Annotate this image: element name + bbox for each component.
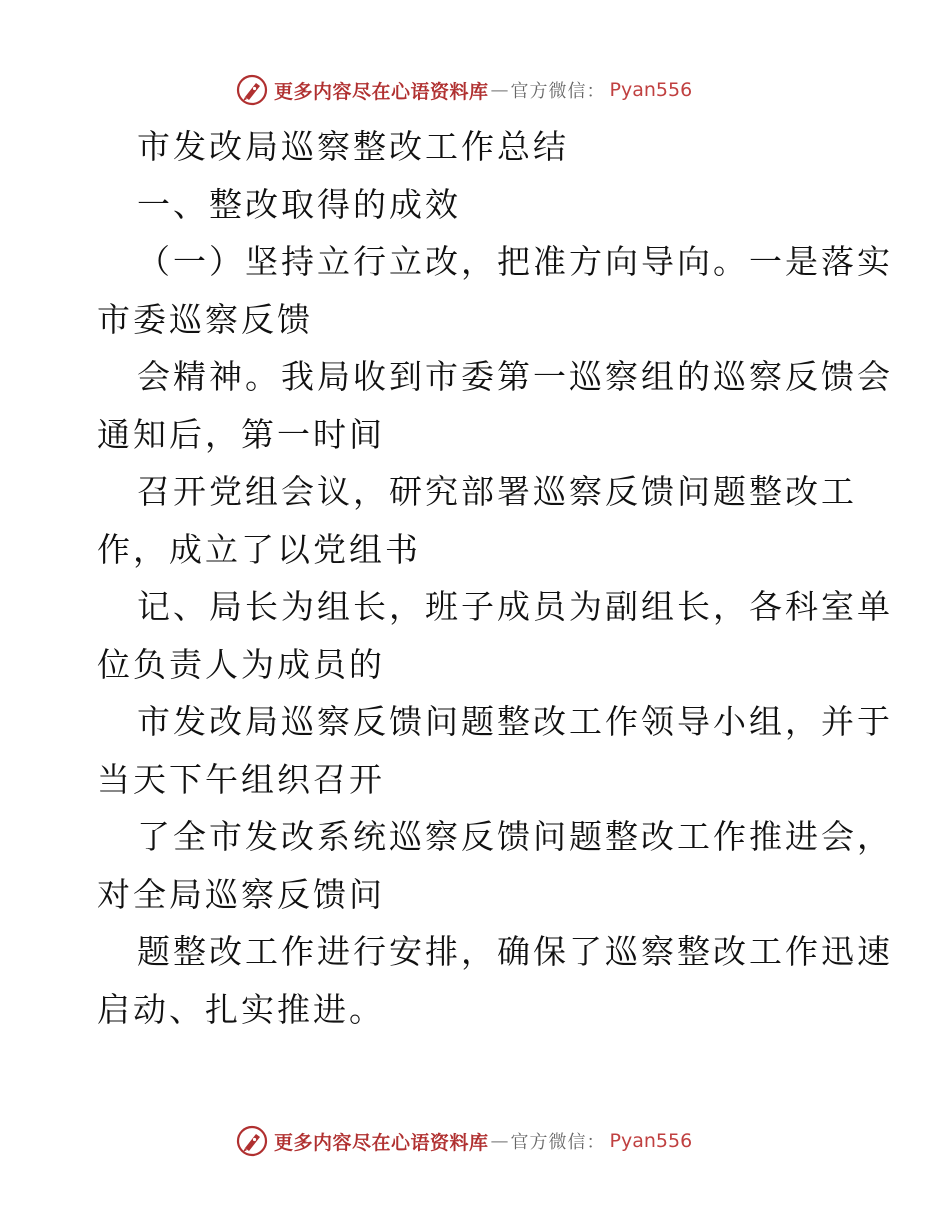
watermark-id: Pyan556	[609, 1130, 693, 1152]
paragraph-line: 记、局长为组长，班子成员为副组长，各科室单	[137, 587, 893, 626]
paragraph-line: 召开党组会议，研究部署巡察反馈问题整改工	[137, 472, 857, 511]
watermark-dash: —	[490, 1130, 509, 1152]
paragraph-line: 对全局巡察反馈问	[97, 874, 385, 914]
document-title: 市发改局巡察整改工作总结	[137, 127, 569, 166]
paragraph-line: 了全市发改系统巡察反馈问题整改工作推进会，	[137, 817, 893, 856]
paragraph-line: 题整改工作进行安排，确保了巡察整改工作迅速	[137, 932, 893, 971]
header-watermark	[236, 73, 692, 107]
footer-watermark	[236, 1124, 692, 1158]
paragraph-line: 市发改局巡察反馈问题整改工作领导小组，并于	[137, 702, 893, 741]
paragraph-line: 通知后，第一时间	[97, 414, 385, 454]
paragraph-line: 会精神。我局收到市委第一巡察组的巡察反馈会	[137, 357, 893, 396]
watermark-dash: —	[490, 79, 509, 101]
pen-nib-logo-icon	[236, 1125, 268, 1157]
paragraph-line: 启动、扎实推进。	[97, 989, 385, 1029]
watermark-text: 更多内容尽在心语资料库	[274, 1131, 489, 1154]
watermark-text: 更多内容尽在心语资料库	[274, 80, 489, 103]
paragraph-line: （一）坚持立行立改，把准方向导向。一是落实	[137, 242, 893, 281]
paragraph-line: 市委巡察反馈	[97, 299, 313, 339]
watermark-id: Pyan556	[609, 79, 693, 101]
pen-nib-logo-icon	[236, 74, 268, 106]
watermark-label: 官方微信：	[510, 81, 606, 102]
document-body	[97, 118, 893, 1038]
watermark-label: 官方微信：	[510, 1132, 606, 1153]
paragraph-line: 作，成立了以党组书	[97, 529, 421, 569]
paragraph-line: 位负责人为成员的	[97, 644, 385, 684]
paragraph-line: 当天下午组织召开	[97, 759, 385, 799]
section-heading: 一、整改取得的成效	[137, 184, 461, 224]
